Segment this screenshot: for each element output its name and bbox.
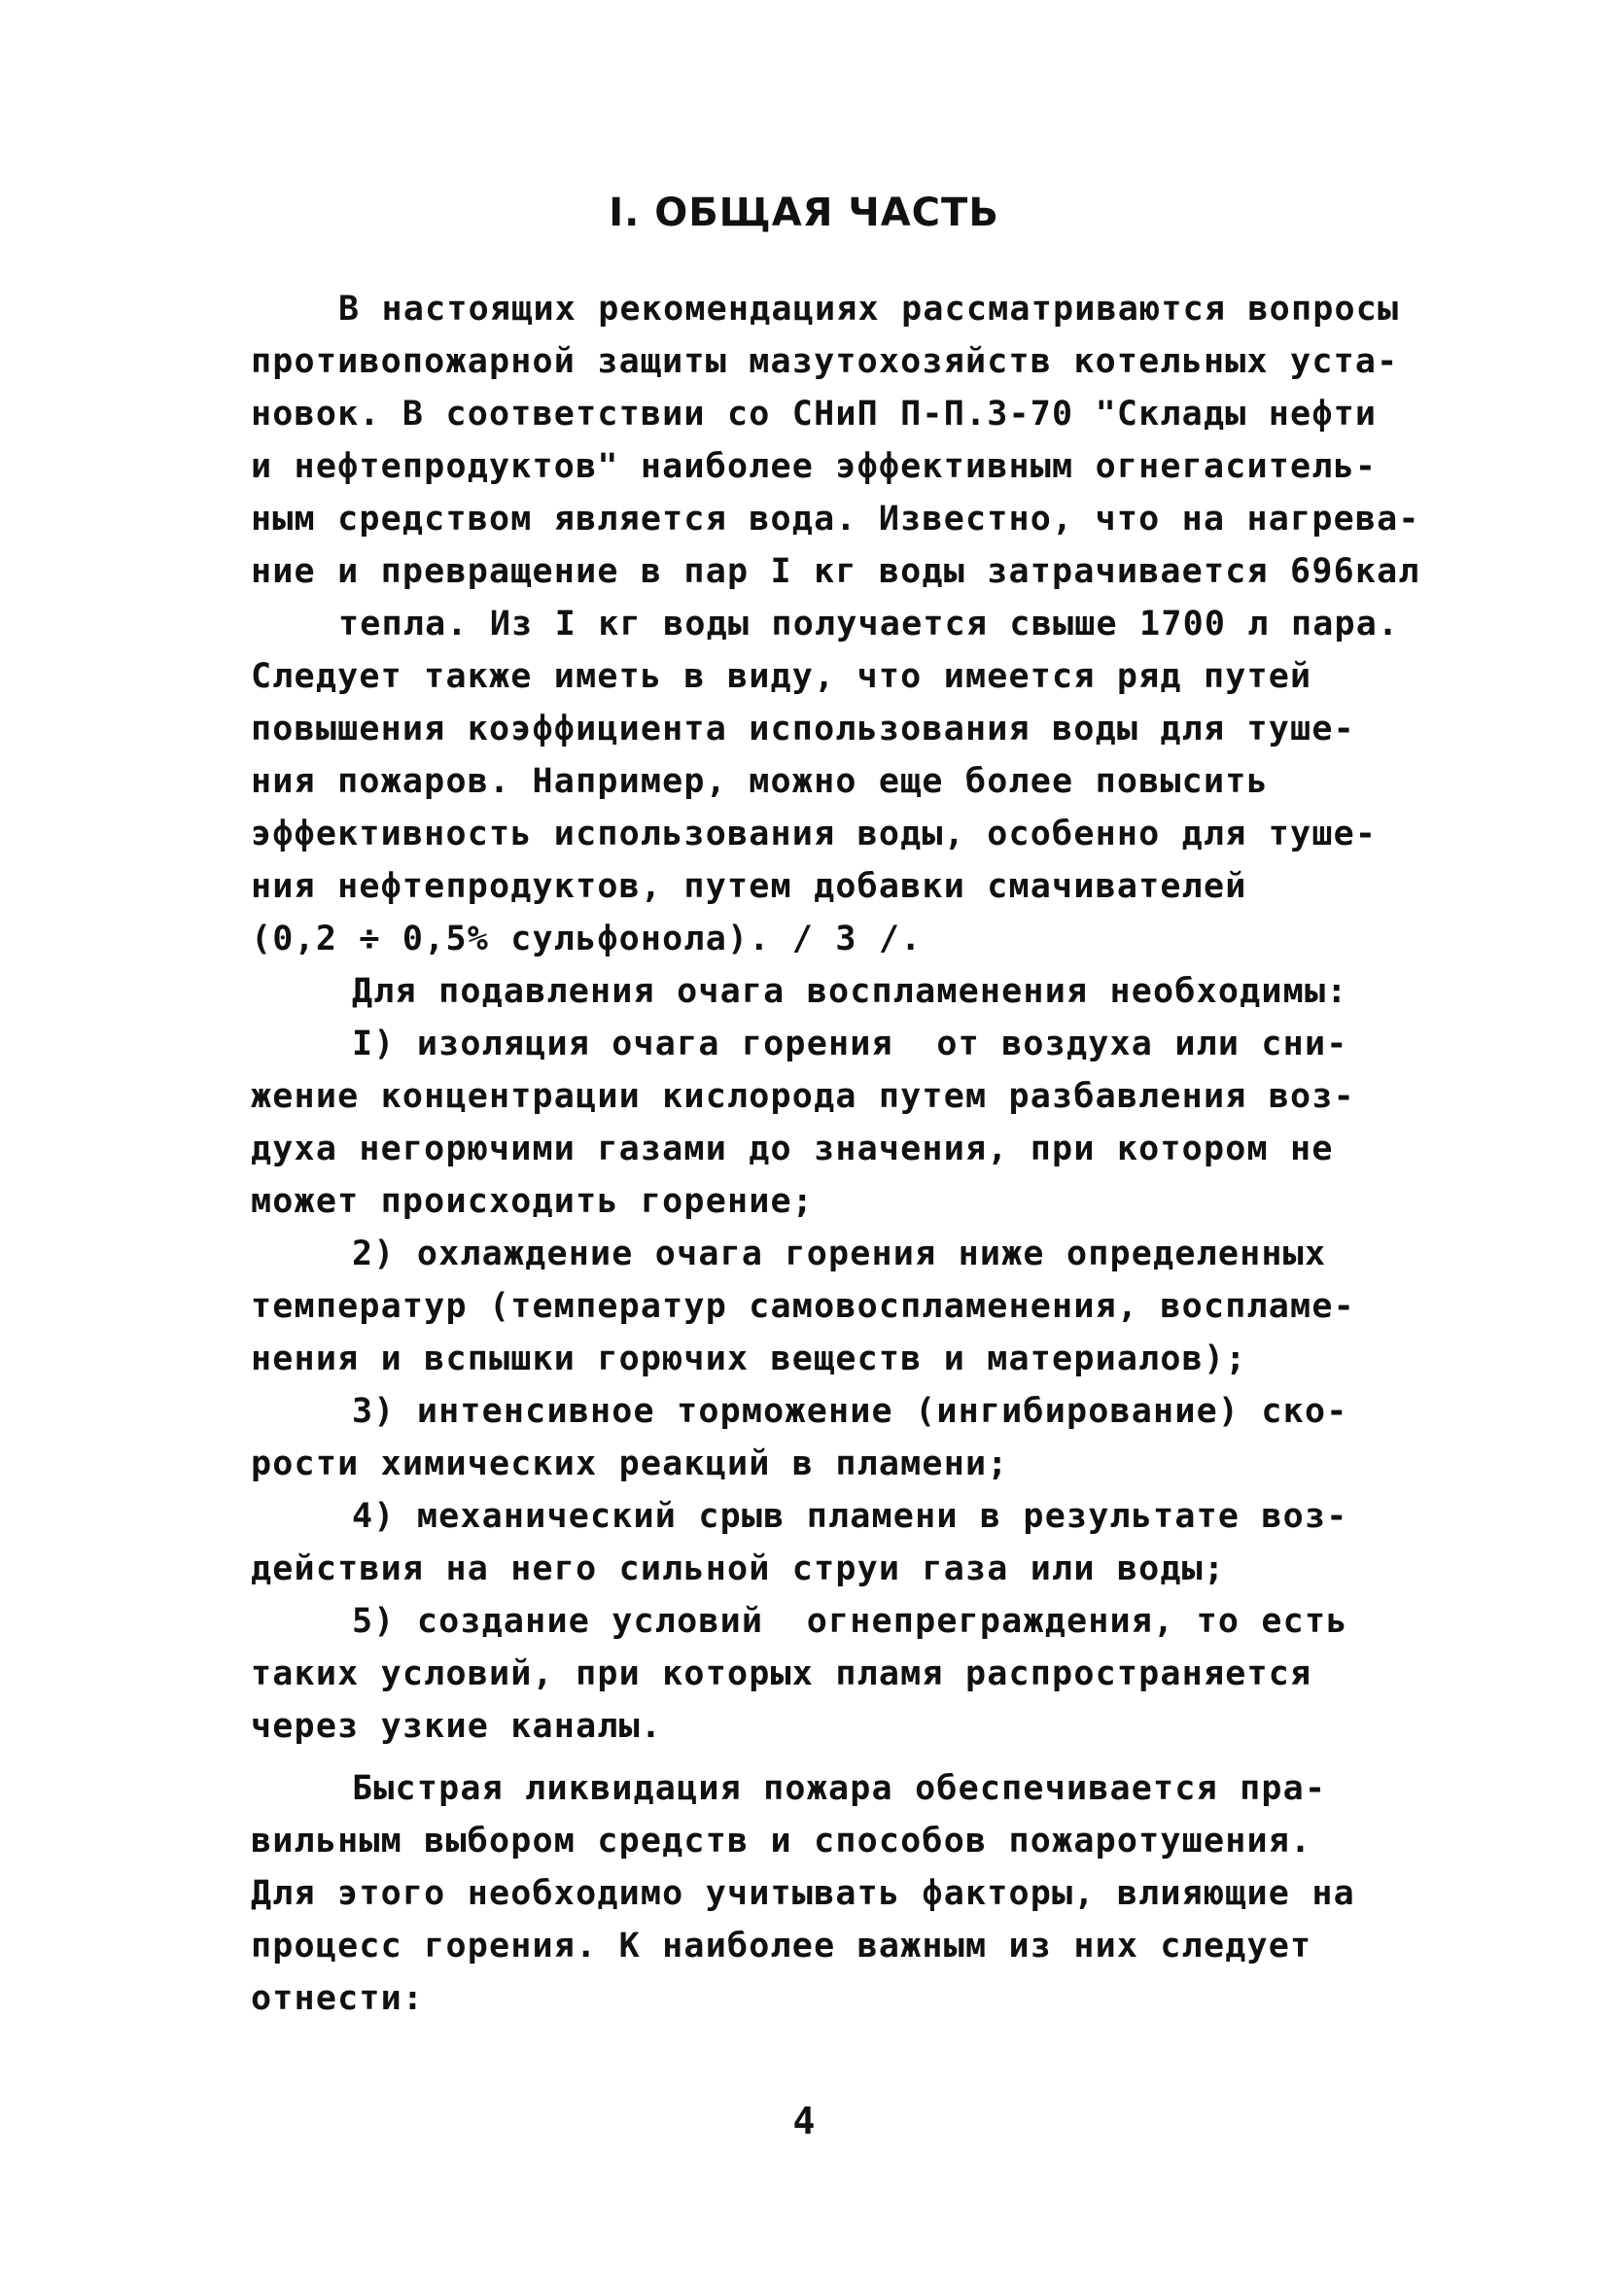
text-line: новок. В соответствии со СНиП П-П.3-70 "Склады нефти	[251, 395, 1378, 434]
text-line: эффективность использования воды, особенно для туше-	[251, 815, 1378, 853]
text-line: I) изоляция очага горения от воздуха или сни-	[352, 1025, 1348, 1063]
text-line: ние и превращение в пар I кг воды затрачивается 696кал	[251, 552, 1420, 591]
text-line: отнести:	[251, 1979, 425, 2018]
section-title: I. ОБЩАЯ ЧАСТЬ	[609, 191, 999, 235]
text-line: (0,2 ÷ 0,5% сульфонола). / 3 /.	[251, 920, 923, 958]
text-line: 4) механический срыв пламени в результате воз-	[352, 1497, 1348, 1536]
text-line: может происходить горение;	[251, 1182, 815, 1221]
text-line: ния нефтепродуктов, путем добавки смачивателей	[251, 867, 1247, 906]
text-line: жение концентрации кислорода путем разбавления воз-	[251, 1077, 1355, 1116]
text-line: через узкие каналы.	[251, 1707, 663, 1746]
text-line: вильным выбором средств и способов пожаротушения.	[251, 1822, 1312, 1861]
text-line: действия на него сильной струи газа или воды;	[251, 1549, 1226, 1588]
text-line: ным средством является вода. Известно, что на нагрева-	[251, 500, 1420, 539]
text-line: рости химических реакций в пламени;	[251, 1444, 1009, 1483]
text-line: ния пожаров. Например, можно еще более повысить	[251, 762, 1269, 801]
text-line: 3) интенсивное торможение (ингибирование) ско-	[352, 1392, 1348, 1431]
text-line: повышения коэффициента использования воды для туше-	[251, 710, 1355, 748]
text-line: нения и вспышки горючих веществ и материалов);	[251, 1339, 1247, 1378]
page-number: 4	[792, 2100, 816, 2142]
text-line: температур (температур самовоспламенения, воспламе-	[251, 1287, 1355, 1326]
text-line: В настоящих рекомендациях рассматриваются вопросы	[338, 290, 1400, 329]
text-line: 2) охлаждение очага горения ниже определенных	[352, 1235, 1327, 1273]
text-line: 5) создание условий огнепреграждения, то есть	[352, 1602, 1348, 1641]
text-line: процесс горения. К наиболее важным из них следует	[251, 1927, 1312, 1966]
text-line: духа негорючими газами до значения, при котором не	[251, 1130, 1334, 1168]
text-line: Для подавления очага воспламенения необходимы:	[352, 972, 1348, 1011]
text-line: Следует также иметь в виду, что имеется ряд путей	[251, 657, 1312, 696]
text-line: таких условий, при которых пламя распространяется	[251, 1654, 1312, 1693]
text-line: тепла. Из I кг воды получается свыше 1700 л пара.	[338, 605, 1400, 644]
text-line: и нефтепродуктов" наиболее эффективным огнегаситель-	[251, 447, 1378, 486]
text-line: Для этого необходимо учитывать факторы, влияющие на	[251, 1874, 1355, 1913]
text-line: Быстрая ликвидация пожара обеспечивается пра-	[352, 1769, 1327, 1808]
text-line: противопожарной защиты мазутохозяйств котельных уста-	[251, 342, 1399, 381]
